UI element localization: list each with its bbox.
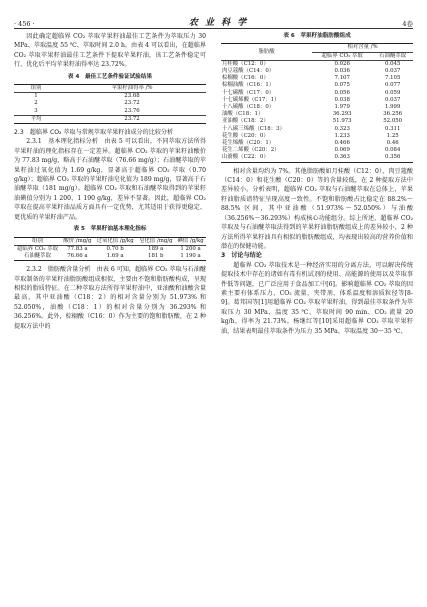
table-cell: 肉豆蔻酸（C14：0） [222, 68, 275, 75]
table-cell: 亚油酸（C18：2） [222, 118, 269, 125]
paragraph: 2.3.2 脂肪酸含量分析 由表 6 可知，超临界 CO₂ 萃取与石油醚萃取制备的苹果籽油脂肪酸组成相似，主要由不饱和脂肪酸构成，呈现相似的脂质特征。在二种萃取方法所得苹果籽油中，亚油酸和油酸含量最高，其中亚油酸（C18：2）的相对含量分别为 51.973% 和 52.050%，油酸（C18：1）的相对含量分别为 36.293% 和 36.256%。此外，棕榈酸（C16：0）作为主要的饱和脂肪酸，在 2 种提取方法中的 [14, 266, 206, 330]
table-cell: 十七碳酸（C17：0） [222, 89, 275, 96]
table-cell: 0.036 [334, 68, 350, 75]
table-cell: 1.999 [384, 104, 401, 111]
table-cell: 0.069 [334, 147, 350, 154]
volume-label: 4卷 [402, 20, 413, 28]
table-cell: 0.311 [384, 125, 401, 132]
table-header: 组别 [32, 237, 43, 244]
table-6-caption: 表 6 苹果籽油脂肪酸组成 [283, 33, 351, 39]
table-row [221, 126, 413, 133]
table-cell: 3 [34, 107, 38, 114]
table-cell: 1.25 [386, 132, 399, 139]
table-cell: 52.050 [383, 118, 403, 125]
table-header: 过氧化值 /g/kg [96, 237, 134, 244]
table-4-caption: 表 4 最佳工艺条件验证试验结果 [67, 73, 153, 80]
table-cell: 23.68 [124, 93, 140, 100]
table-row [14, 253, 206, 261]
table-cell: 0.026 [334, 60, 350, 67]
table-header: 苹果籽油得率 /% [111, 85, 153, 92]
table-cell: 0.46 [386, 140, 399, 147]
table-header: 石油醚萃取 [379, 52, 407, 59]
table-5 [14, 237, 206, 262]
table-header: 皂化值 /mg/g [139, 237, 173, 244]
table-cell: 23.72 [124, 100, 140, 107]
table-cell: 0.038 [334, 96, 350, 103]
table-cell: 0.363 [334, 154, 350, 161]
table-cell: 0.084 [384, 147, 401, 154]
table-row [221, 90, 413, 97]
section-heading: 3 讨论与结论 [221, 252, 262, 260]
table-cell: 0.077 [384, 82, 401, 89]
table-header: 脂肪酸 [258, 48, 275, 55]
table-cell: 0.70 b [106, 245, 124, 252]
page-number: · 456 · [14, 20, 35, 28]
table-5-caption: 表 5 苹果籽油基本理化指标 [73, 226, 147, 233]
table-6 [221, 43, 413, 162]
paragraph: 因此确定超临界 CO₂ 萃取苹果籽油最佳工艺条件为萃取压力 30 MPa、萃取温度 55 ℃、萃取时间 2.0 h。由表 4 可以看出，在超临界 CO₂ 萃取苹果籽油最佳工艺条件下提取苹果籽油，该工艺条件稳定可行，优化后平均苹果籽油得率达 23.72%。 [14, 33, 206, 69]
table-cell: 油酸（C18：1） [222, 111, 264, 118]
table-cell: 石油醚萃取 [24, 252, 51, 259]
table-header: 超临界 CO₂ 萃取 [321, 52, 363, 59]
table-cell: 0.356 [384, 154, 401, 161]
table-cell: 7.105 [384, 75, 401, 82]
table-cell: 1 190 a [180, 252, 201, 259]
table-row [14, 245, 206, 253]
table-row [221, 154, 413, 162]
table-cell: 山嵛酸（C22：0） [222, 154, 269, 161]
journal-title: 农 业 科 学 [188, 18, 249, 28]
table-cell: 0.075 [334, 82, 350, 89]
table-row [14, 100, 206, 107]
running-header [14, 12, 413, 29]
table-cell: 十八碳三烯酸（C18：3） [222, 125, 285, 132]
table-cell: 月桂酸（C12：0） [222, 60, 269, 67]
table-row [221, 118, 413, 125]
left-column [14, 32, 206, 331]
table-cell: 36.293 [332, 111, 352, 118]
table-cell: 花生二烯酸（C20：2） [222, 147, 280, 154]
right-column [221, 32, 413, 336]
table-row [14, 108, 206, 116]
table-cell: 1.979 [334, 104, 350, 111]
table-cell: 51.973 [332, 118, 352, 125]
table-cell: 23.72 [124, 115, 140, 122]
table-header: 相对含量 /% [312, 44, 413, 52]
table-cell: 189 a [148, 245, 164, 252]
table-cell: 棕榈酸（C16：0） [222, 75, 269, 82]
table-row [14, 93, 206, 101]
table-cell: 2 [34, 100, 38, 107]
table-cell: 1.233 [334, 132, 350, 139]
table-row [14, 115, 206, 123]
table-cell: 77.83 a [67, 245, 88, 252]
table-cell: 0.037 [384, 96, 401, 103]
table-cell: 花生酸（C20：0） [222, 132, 269, 139]
table-cell: 花生烯酸（C20：1） [222, 140, 275, 147]
table-row [221, 133, 413, 140]
table-cell: 1 200 a [180, 245, 201, 252]
paragraph: 超临界 CO₂ 萃取技术是一种经济实用的分离方法，可以解决传统提取技术中存在的诸如有毒有机试剂的使用、高能源的使用以及萃取事件低等问题，已广泛应用于食品加工中[6]。影响超临界 CO₂ 萃取的因素主要有体系压力、CO₂ 流量、夹带剂、体系温度和溶质粒径等[8-9]。葛邦国等[1]用超临界 CO₂ 萃取苹果籽油，得到最佳萃取条件为萃取压力 30 MPa、温度 35 ℃、萃取时间 90 min、CO₂ 流量 20 kg/h，得率为 21.73%。杨继红等[10]采用超临界 CO₂ 萃取苹果籽油，结果表明最佳萃取条件为压力 35 MPa、萃取温度 30～35 ℃、 [221, 261, 413, 335]
table-cell: 23.76 [124, 107, 140, 114]
table-cell: 0.059 [384, 89, 401, 96]
paragraph: 相对含量均约为 7%。其他脂肪酸如月桂酸（C12：0）、肉豆蔻酸（C14：0）和花生酸（C20：0）等的含量较低，在 2 种提取方法中差异较小。分析表明，超临界 CO₂ 萃取与石油醚萃取在总体上，苹果籽油脂质谱特征呈现高度一致性。不饱和脂肪酸占比稳定在 88.2%～88.5% 区间，其中亚油酸（51.973%～52.050%）与油酸（36.256%～36.293%）构成核心功能组分。综上所述，超临界 CO₂ 萃取及与石油醚萃取法得到的苹果籽油脂肪酸组成上的差异较小，2 种方法所得苹果籽油具有相似的脂肪酸组成，均表现出较高的营养价值和潜在的保健功能。 [221, 167, 413, 250]
table-cell: 0.045 [384, 60, 401, 67]
table-header: 酸价 /mg/g [63, 237, 92, 244]
table-cell: 0.037 [384, 68, 401, 75]
table-header: 碘值 /g/kg [177, 237, 204, 244]
table-row [221, 60, 413, 68]
table-cell: 十八碳酸（C18：0） [222, 104, 275, 111]
table-cell: 36.256 [383, 111, 403, 118]
table-header: 组别 [30, 85, 42, 92]
table-cell: 棕榈油酸（C16：1） [222, 82, 275, 89]
section-heading: 2.3 超临界 CO₂ 萃取与常规萃取苹果籽油成分的比较分析 [14, 129, 174, 137]
table-cell: 0.056 [334, 89, 350, 96]
table-cell: 181 b [148, 252, 164, 259]
table-cell: 1 [34, 93, 38, 100]
table-cell: 0.466 [334, 140, 350, 147]
table-cell: 1.69 a [106, 252, 124, 259]
table-row [221, 82, 413, 89]
paragraph: 2.3.1 基本理化指标分析 由表 5 可以看出，不同萃取方法所得苹果籽油的理化指标存在一定差异。超临界 CO₂ 萃取的苹果籽油酸价为 77.83 mg/g，略高于石油醚萃取（76.66 mg/g）；石油醚萃取的苹果籽油过氧化值为 1.69 g/kg，显著高于超临界 CO₂ 萃取（0.70 g/kg）；超临界 CO₂ 萃取的苹果籽油皂化值为 189 mg/g，显著高于石油醚萃取（181 mg/g）。超临界 CO₂ 萃取和石油醚萃取得到的苹果籽油碘值分别为 1 200、1 190 g/kg，差异不显著。因此，超临界 CO₂ 萃取在提高苹果籽油品质方面具有一定优势，尤其适用于获得更稳定、更优质的苹果籽油产品。 [14, 138, 206, 221]
table-cell: 0.323 [334, 125, 350, 132]
table-cell: 超临界 CO₂ 萃取 [16, 245, 59, 252]
table-cell: 十七碳烯酸（C17：1） [222, 96, 280, 103]
table-cell: 76.66 a [67, 252, 88, 259]
table-cell: 7.107 [334, 75, 350, 82]
table-row [221, 97, 413, 104]
table-4 [14, 84, 206, 124]
table-cell: 平均 [30, 115, 42, 122]
